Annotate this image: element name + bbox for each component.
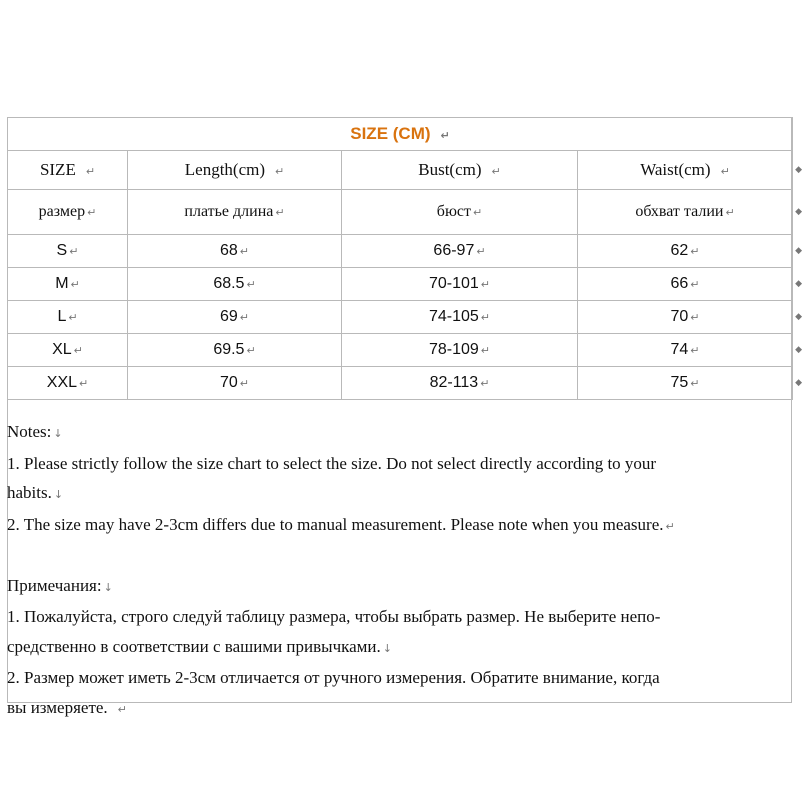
paragraph-mark-icon: ↵ — [480, 377, 490, 390]
notes-line: 1. Please strictly follow the size chart to select the size. Do not select directly according to your — [7, 453, 657, 473]
paragraph-mark-icon: ↵ — [275, 206, 285, 219]
paragraph-mark-icon: ↵ — [491, 165, 501, 178]
table-row — [8, 367, 793, 400]
paragraph-mark-icon: ↵ — [69, 245, 79, 258]
paragraph-mark-icon: ↵ — [690, 278, 700, 291]
header-size-ru: размер ↵ — [8, 190, 128, 235]
cell-bust: 66-97 ↵ — [342, 235, 578, 268]
cell-bust: 82-113 ↵ — [342, 367, 578, 400]
row-end-mark-icon: ◆ — [795, 378, 802, 388]
blank-line — [7, 541, 787, 571]
paragraph-mark-icon: ↵ — [70, 278, 80, 291]
paragraph-mark-icon: ↵ — [246, 344, 256, 357]
row-end-mark-icon: ◆ — [795, 312, 802, 322]
paragraph-mark-icon: ↵ — [246, 278, 256, 291]
paragraph-mark-icon: ↵ — [239, 377, 249, 390]
size-chart-table — [7, 117, 802, 400]
row-end-mark-icon: ◆ — [795, 345, 802, 355]
cell-waist: 62 ↵ ◆ — [578, 235, 793, 268]
row-end-mark-icon: ◆ — [795, 279, 802, 289]
header-size: SIZE ↵ — [8, 151, 128, 190]
paragraph-mark-icon: ↵ — [480, 278, 491, 291]
notes-section — [7, 417, 787, 724]
cell-waist: 75 ↵ ◆ — [578, 367, 793, 400]
paragraph-mark-icon: ↵ — [690, 311, 700, 324]
cell-length: 68.5 ↵ — [128, 268, 342, 301]
chart-title: SIZE (CM) — [350, 124, 431, 143]
paragraph-mark-icon: ↵ — [690, 377, 700, 390]
table-row — [8, 268, 793, 301]
header-waist-ru: обхват талии ↵ ◆ — [578, 190, 793, 235]
paragraph-mark-icon: ↵ — [239, 311, 249, 324]
line-break-mark-icon: ↓ — [53, 427, 63, 440]
header-length-ru: платье длина ↵ — [128, 190, 342, 235]
cell-waist: 70 ↵ ◆ — [578, 301, 793, 334]
paragraph-mark-icon: ↵ — [480, 344, 491, 357]
notes-line: вы измеряете. ↵ — [7, 697, 127, 717]
cell-length: 69.5 ↵ — [128, 334, 342, 367]
table-row — [8, 301, 793, 334]
paragraph-mark-icon: ↵ — [85, 165, 96, 178]
paragraph-mark-icon: ↵ — [79, 377, 89, 390]
cell-size: L ↵ — [8, 301, 128, 334]
notes-heading: Notes: ↓ — [7, 422, 63, 441]
notes-heading-ru: Примечания: ↓ — [7, 575, 113, 595]
paragraph-mark-icon: ↵ — [720, 165, 730, 178]
notes-line: habits. ↓ — [7, 483, 64, 502]
paragraph-mark-icon: ↵ — [239, 245, 249, 258]
paragraph-mark-icon: ↵ — [117, 702, 127, 716]
paragraph-mark-icon: ↵ — [665, 519, 675, 533]
notes-line: 2. Размер может иметь 2-3см отличается от ручного измерения. Обратите внимание, когда — [7, 668, 660, 687]
cell-bust: 78-109 ↵ — [342, 334, 578, 367]
cell-length: 70 ↵ — [128, 367, 342, 400]
cell-size: S ↵ — [8, 235, 128, 268]
paragraph-mark-icon: ↵ — [472, 206, 483, 219]
paragraph-mark-icon: ↵ — [87, 206, 97, 219]
line-break-mark-icon: ↓ — [382, 641, 392, 655]
row-end-mark-icon: ◆ — [795, 207, 802, 217]
paragraph-mark-icon: ↵ — [68, 311, 78, 324]
paragraph-mark-icon: ↵ — [480, 311, 491, 324]
header-bust-ru: бюст ↵ — [342, 190, 578, 235]
paragraph-mark-icon: ↵ — [725, 206, 735, 219]
cell-bust: 70-101 ↵ — [342, 268, 578, 301]
notes-line: 2. The size may have 2-3cm differs due to manual measurement. Please note when you measure. ↵ — [7, 514, 675, 534]
cell-size: XXL ↵ — [8, 367, 128, 400]
paragraph-mark-icon: ↵ — [690, 245, 700, 258]
cell-waist: 74 ↵ ◆ — [578, 334, 793, 367]
cell-size: M ↵ — [8, 268, 128, 301]
header-row — [8, 151, 793, 190]
cell-length: 68 ↵ — [128, 235, 342, 268]
header-row-ru — [8, 190, 793, 235]
table-row — [8, 235, 793, 268]
paragraph-mark-icon: ↵ — [690, 344, 700, 357]
chart-title-cell — [8, 118, 793, 151]
row-end-mark-icon: ◆ — [795, 246, 802, 256]
paragraph-mark-icon: ↵ — [440, 129, 450, 142]
paragraph-mark-icon: ↵ — [476, 245, 486, 258]
paragraph-mark-icon: ↵ — [73, 344, 83, 357]
line-break-mark-icon: ↓ — [103, 580, 113, 594]
table-row — [8, 334, 793, 367]
paragraph-mark-icon: ↵ — [275, 165, 285, 178]
cell-length: 69 ↵ — [128, 301, 342, 334]
header-length: Length(cm) ↵ — [128, 151, 342, 190]
notes-line: средственно в соответствии с вашими привычками. ↓ — [7, 636, 392, 656]
row-end-mark-icon: ◆ — [795, 165, 802, 175]
notes-line: 1. Пожалуйста, строго следуй таблицу размера, чтобы выбрать размер. Не выберите непо- — [7, 607, 661, 626]
cell-size: XL ↵ — [8, 334, 128, 367]
line-break-mark-icon: ↓ — [53, 488, 64, 501]
header-bust: Bust(cm) ↵ — [342, 151, 578, 190]
cell-waist: 66 ↵ ◆ — [578, 268, 793, 301]
header-waist: Waist(cm) ↵ ◆ — [578, 151, 793, 190]
cell-bust: 74-105 ↵ — [342, 301, 578, 334]
